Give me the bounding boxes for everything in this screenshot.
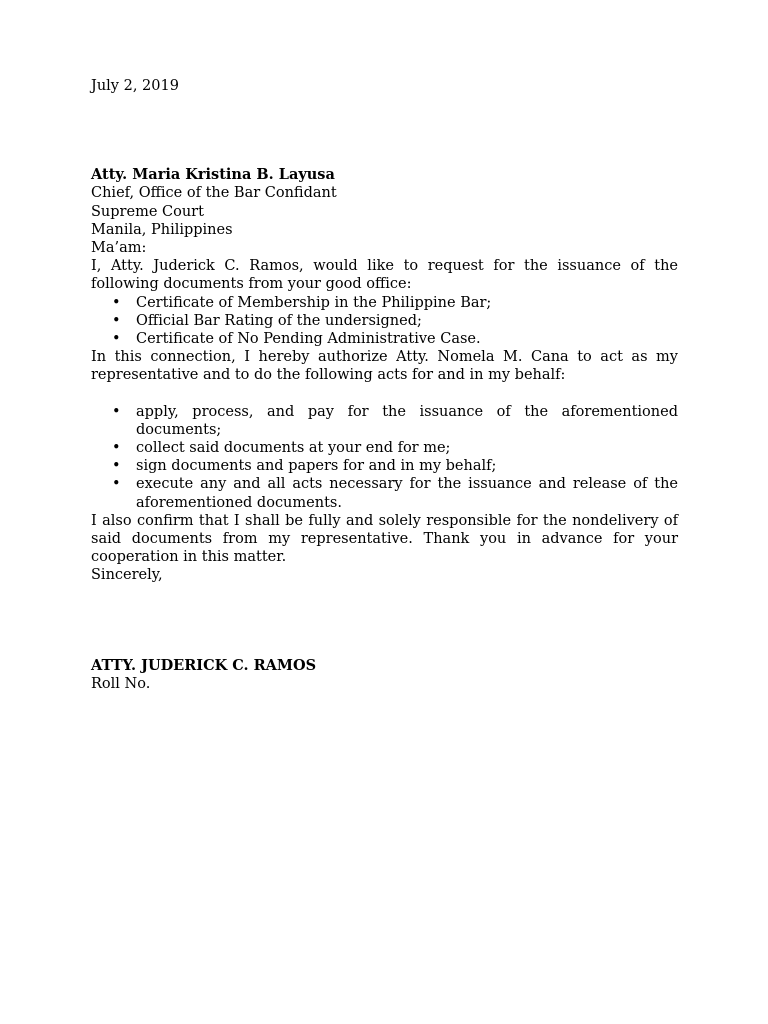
list-item: • execute any and all acts necessary for the issuance and release of the aforementioned documents. — [91, 475, 678, 511]
recipient-location: Manila, Philippines — [91, 221, 233, 238]
signatory-name: ATTY. JUDERICK C. RAMOS — [91, 656, 317, 674]
letter-date: July 2, 2019 — [91, 78, 179, 94]
list-item: • collect said documents at your end for me; — [91, 439, 678, 457]
salutation: Ma’am: — [91, 240, 147, 257]
recipient-org: Supreme Court — [91, 203, 204, 220]
list-item: • sign documents and papers for and in my behalf; — [91, 457, 678, 475]
authorization-paragraph: In this connection, I hereby authorize Atty. Nomela M. Cana to act as my representative and to do the following acts for and in my behalf: — [91, 349, 678, 384]
document-list — [91, 294, 678, 349]
letter-body — [91, 77, 678, 693]
list-item: • apply, process, and pay for the issuance of the aforementioned documents; — [91, 403, 678, 439]
confirmation-paragraph: I also confirm that I shall be fully and solely responsible for the nondelivery of said documents from my representative. Thank you in advance for your cooperation in this matter. — [91, 512, 678, 566]
recipient-block — [91, 166, 678, 239]
signatory-roll: Roll No. — [91, 675, 151, 692]
list-item: • Official Bar Rating of the undersigned; — [91, 312, 678, 330]
recipient-name: Atty. Maria Kristina B. Layusa — [91, 166, 335, 184]
list-item: • Certificate of Membership in the Philippine Bar; — [91, 294, 678, 312]
intro-paragraph: I, Atty. Juderick C. Ramos, would like to request for the issuance of the following documents from your good office: — [91, 258, 678, 293]
acts-list — [91, 403, 678, 512]
list-item: • Certificate of No Pending Administrative Case. — [91, 330, 678, 348]
closing: Sincerely, — [91, 567, 163, 584]
recipient-title: Chief, Office of the Bar Confidant — [91, 185, 337, 202]
signature-block — [91, 657, 678, 693]
